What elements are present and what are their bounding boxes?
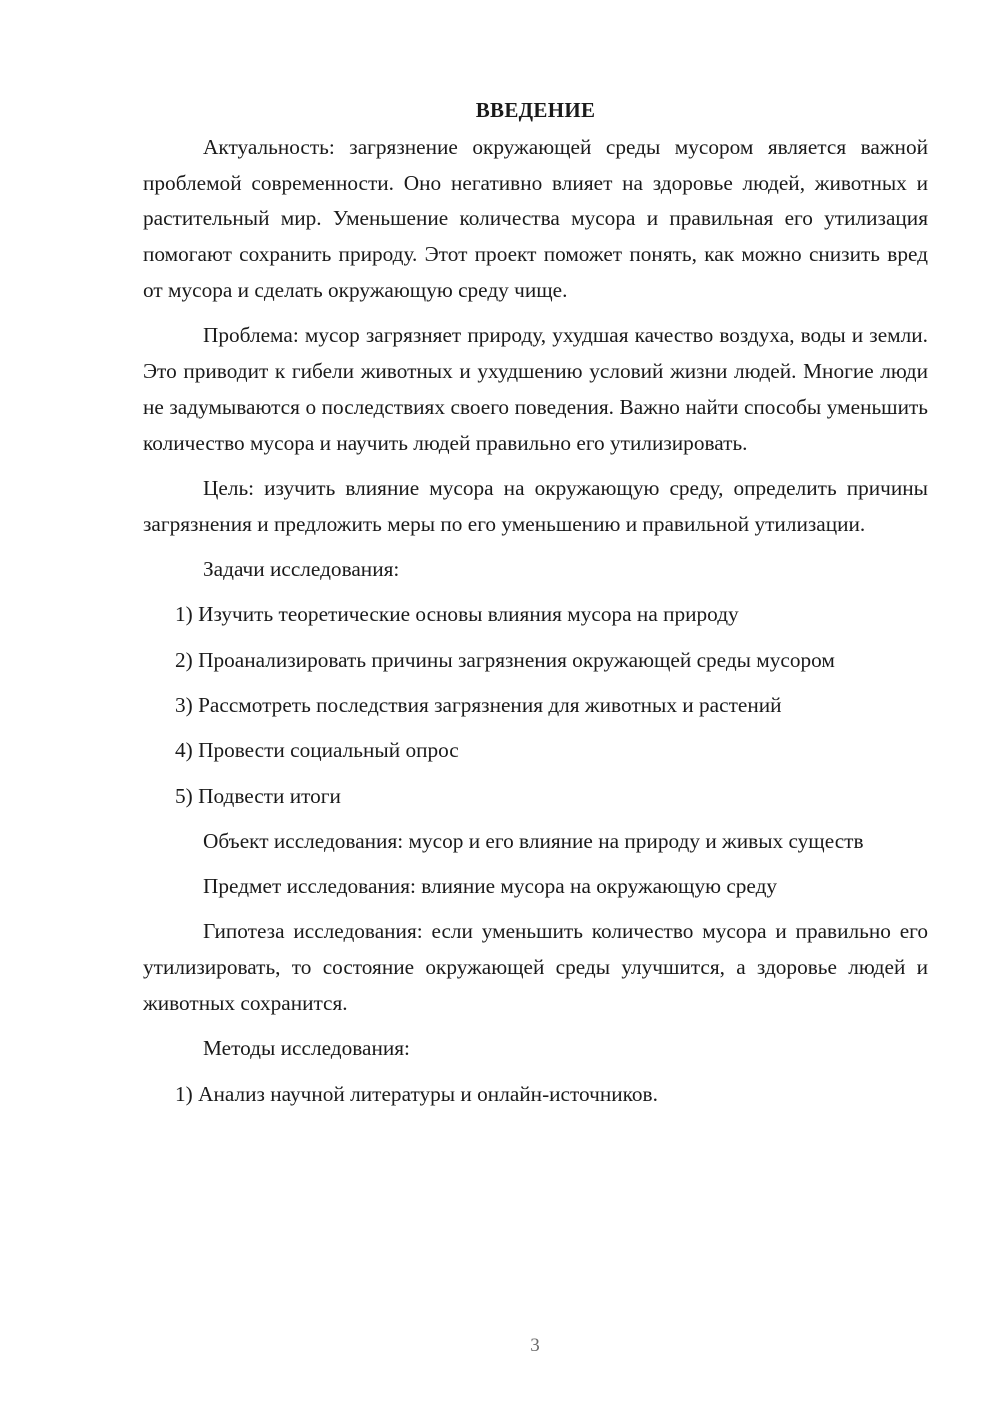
tasks-heading: Задачи исследования: bbox=[203, 557, 400, 582]
task-item-2: 2) Проанализировать причины загрязнения окружающей среды мусором bbox=[175, 647, 835, 672]
subject-paragraph: Предмет исследования: влияние мусора на окружающую среду bbox=[203, 874, 778, 899]
task-item-1: 1) Изучить теоретические основы влияния мусора на природу bbox=[175, 602, 739, 627]
object-paragraph: Объект исследования: мусор и его влияние на природу и живых существ bbox=[203, 828, 864, 853]
page-number: 3 bbox=[530, 1335, 540, 1356]
task-item-3: 3) Рассмотреть последствия загрязнения для животных и растений bbox=[175, 692, 782, 717]
task-item-5: 5) Подвести итоги bbox=[175, 783, 341, 808]
page-body bbox=[143, 93, 928, 1122]
section-heading: ВВЕДЕНИЕ bbox=[475, 98, 596, 122]
method-item-1: 1) Анализ научной литературы и онлайн-источников. bbox=[175, 1081, 658, 1106]
problem-paragraph: Проблема: мусор загрязняет природу, ухудшая качество воздуха, воды и земли. Это приводит к гибели животных и ухудшению условий жизни людей. Многие люди не задумываются о последствиях своего поведения. Важно найти способы уменьшить количество мусора и научить людей правильно его утилизировать. bbox=[143, 323, 928, 455]
methods-heading: Методы исследования: bbox=[203, 1036, 410, 1061]
task-item-4: 4) Провести социальный опрос bbox=[175, 738, 459, 763]
relevance-paragraph: Актуальность: загрязнение окружающей среды мусором является важной проблемой современности. Оно негативно влияет на здоровье людей, животных и растительный мир. Уменьшение количества мусора и правильная его утилизация помогают сохранить природу. Этот проект поможет понять, как можно снизить вред от мусора и сделать окружающую среду чище. bbox=[143, 134, 928, 302]
hypothesis-paragraph: Гипотеза исследования: если уменьшить количество мусора и правильно его утилизировать, то состояние окружающей среды улучшится, а здоровье людей и животных сохранится. bbox=[143, 919, 928, 1016]
goal-paragraph: Цель: изучить влияние мусора на окружающую среду, определить причины загрязнения и предложить меры по его уменьшению и правильной утилизации. bbox=[143, 475, 928, 536]
